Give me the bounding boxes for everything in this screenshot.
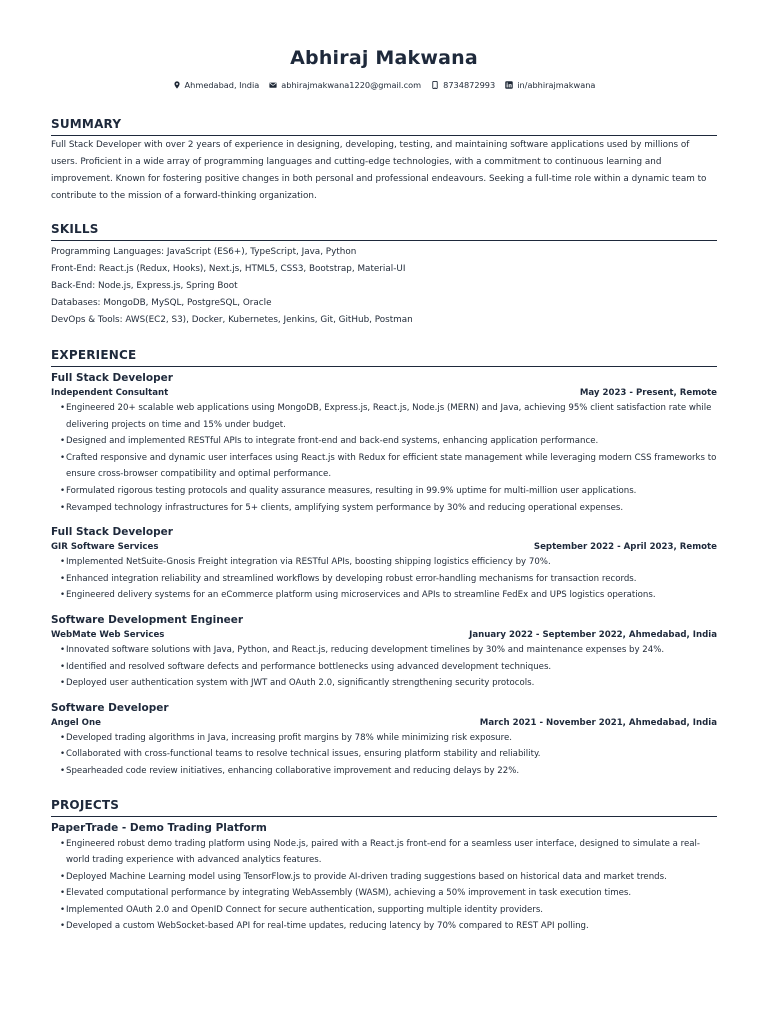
bullet-text: Elevated computational performance by integrating WebAssembly (WASM), achieving a 50% improvement in task execution times. — [66, 888, 632, 899]
job-meta — [51, 628, 717, 642]
bullet-item — [61, 400, 717, 433]
summary-section — [51, 117, 717, 205]
bullet-text: Collaborated with cross-functional teams to resolve technical issues, ensuring platform stability and reliability. — [66, 749, 541, 760]
job-entry — [51, 524, 717, 604]
phone-icon — [431, 81, 439, 89]
job-bullets — [51, 400, 717, 516]
job-bullets — [51, 730, 717, 780]
phone-text[interactable]: 8734872993 — [443, 80, 496, 90]
bullet-text: Enhanced integration reliability and streamlined workflows by developing robust error-handling mechanisms for transaction records. — [66, 573, 637, 584]
bullet-item — [61, 918, 717, 935]
skill-line: DevOps & Tools: AWS(EC2, S3), Docker, Kubernetes, Jenkins, Git, GitHub, Postman — [51, 315, 413, 325]
job-date: September 2022 - April 2023, Remote — [533, 542, 717, 553]
job-meta — [51, 540, 717, 554]
experience-section — [51, 348, 717, 780]
skill-line: Programming Languages: JavaScript (ES6+), TypeScript, Java, Python — [51, 247, 357, 257]
bullet-text: Identified and resolved software defects and performance bottlenecks using advanced development techniques. — [66, 661, 552, 672]
job-company: GIR Software Services — [51, 542, 159, 553]
bullet-text: Engineered robust demo trading platform using Node.js, paired with a React.js front-end for a seamless user interface, designed to simulate a real-world trading experience with advanced analytics features. — [66, 838, 701, 866]
bullet-item — [61, 483, 717, 500]
bullet-text: Engineered 20+ scalable web applications using MongoDB, Express.js, React.js, Node.js (MERN) and Java, achieving 95% client satisfaction rate while delivering projects on time and 15% under budget. — [66, 403, 712, 430]
job-title: Software Developer — [51, 701, 169, 714]
bullet-item — [61, 659, 717, 676]
location-pin-icon — [173, 81, 181, 89]
bullet-item — [61, 500, 717, 517]
bullet-item — [61, 885, 717, 902]
bullet-item — [61, 869, 717, 886]
bullet-item — [61, 730, 717, 747]
job-title: Software Development Engineer — [51, 613, 244, 626]
job-bullets — [51, 642, 717, 692]
job-company: Independent Consultant — [51, 388, 169, 398]
skill-line: Back-End: Node.js, Express.js, Spring Boot — [51, 281, 238, 291]
job-bullets — [51, 554, 717, 604]
bullet-text: Formulated rigorous testing protocols and quality assurance measures, resulting in 99.9% uptime for multi-million user applications. — [66, 485, 637, 496]
bullet-text: Crafted responsive and dynamic user interfaces using React.js with Redux for efficient state management while leveraging modern CSS frameworks to ensure cross-browser compatibility and optimal performance. — [66, 452, 717, 480]
job-entry — [51, 700, 717, 780]
bullet-text: Developed trading algorithms in Java, increasing profit margins by 78% while minimizing risk exposure. — [66, 732, 512, 743]
bullet-item — [61, 554, 717, 571]
contact-linkedin[interactable] — [505, 80, 595, 90]
skills-list — [51, 244, 717, 329]
summary-text: Full Stack Developer with over 2 years of experience in designing, developing, testing, and maintaining software applications used by millions of users. Proficient in a wide array of programming languages and cutting-edge technologies, with a commitment to continuous learning and improvement. Known for fostering positive changes in both personal and professional endeavours. Seeking a full-time role within a dynamic team to contribute to the mission of a forward-thinking organization. — [51, 140, 707, 201]
projects-section — [51, 798, 717, 936]
job-date: January 2022 - September 2022, Ahmedabad, India — [469, 629, 717, 640]
bullet-text: Innovated software solutions with Java, Python, and React.js, reducing development timelines by 30% and maintenance expenses by 24%. — [66, 644, 665, 655]
contact-location — [173, 80, 260, 90]
job-entry — [51, 370, 717, 516]
skill-line: Front-End: React.js (Redux, Hooks), Next.js, HTML5, CSS3, Bootstrap, Material-UI — [51, 264, 406, 274]
bullet-text: Revamped technology infrastructures for 5+ clients, amplifying system performance by 30% and reducing operational expenses. — [66, 502, 624, 513]
job-title: Full Stack Developer — [51, 526, 173, 539]
skills-section — [51, 222, 717, 329]
project-bullets — [51, 836, 717, 936]
bullet-item — [61, 763, 717, 780]
bullet-item — [61, 746, 717, 763]
job-company: WebMate Web Services — [51, 629, 165, 640]
envelope-icon — [269, 81, 277, 89]
job-entry — [51, 612, 717, 692]
bullet-item — [61, 433, 717, 450]
bullet-text: Designed and implemented RESTful APIs to integrate front-end and back-end systems, enhancing application performance. — [66, 436, 599, 447]
bullet-text: Spearheaded code review initiatives, enhancing collaborative improvement and reducing delays by 22%. — [66, 765, 520, 776]
email-link[interactable]: abhirajmakwana1220@gmail.com — [281, 80, 422, 90]
candidate-name: Abhiraj Makwana — [290, 47, 478, 69]
job-title: Full Stack Developer — [51, 372, 173, 384]
bullet-item — [61, 902, 717, 919]
projects-heading: PROJECTS — [51, 798, 717, 817]
bullet-item — [61, 642, 717, 659]
linkedin-link[interactable]: in/abhirajmakwana — [517, 80, 596, 90]
project-title: PaperTrade - Demo Trading Platform — [51, 821, 267, 834]
contact-email[interactable] — [269, 80, 421, 90]
experience-heading: EXPERIENCE — [51, 348, 717, 367]
bullet-text: Deployed user authentication system with JWT and OAuth 2.0, significantly strengthening security protocols. — [66, 678, 535, 689]
bullet-item — [61, 587, 717, 604]
project-entry — [51, 820, 717, 936]
bullet-item — [61, 571, 717, 588]
bullet-text: Implemented NetSuite-Gnosis Freight integration via RESTful APIs, boosting shipping logistics efficiency by 70%. — [66, 557, 551, 568]
bullet-item — [61, 675, 717, 692]
job-company: Angel One — [51, 717, 101, 728]
bullet-item — [61, 450, 717, 483]
contact-phone[interactable] — [431, 80, 495, 90]
bullet-text: Developed a custom WebSocket-based API for real-time updates, reducing latency by 70% compared to REST API polling. — [66, 921, 589, 932]
contact-bar — [51, 79, 717, 91]
job-date: May 2023 - Present, Remote — [579, 388, 717, 398]
job-meta — [51, 386, 717, 400]
skill-line: Databases: MongoDB, MySQL, PostgreSQL, Oracle — [51, 298, 272, 308]
bullet-text: Implemented OAuth 2.0 and OpenID Connect for secure authentication, supporting multiple identity providers. — [66, 904, 544, 915]
bullet-text: Deployed Machine Learning model using TensorFlow.js to provide AI-driven trading suggestions based on historical data and market trends. — [66, 871, 667, 882]
job-date: March 2021 - November 2021, Ahmedabad, India — [479, 717, 717, 728]
job-meta — [51, 716, 717, 730]
summary-heading: SUMMARY — [51, 117, 717, 136]
skills-heading: SKILLS — [51, 222, 717, 241]
bullet-item — [61, 836, 717, 869]
bullet-text: Engineered delivery systems for an eCommerce platform using microservices and APIs to streamline FedEx and UPS logistics operations. — [66, 590, 656, 601]
linkedin-icon — [505, 81, 513, 89]
location-text: Ahmedabad, India — [184, 80, 260, 90]
